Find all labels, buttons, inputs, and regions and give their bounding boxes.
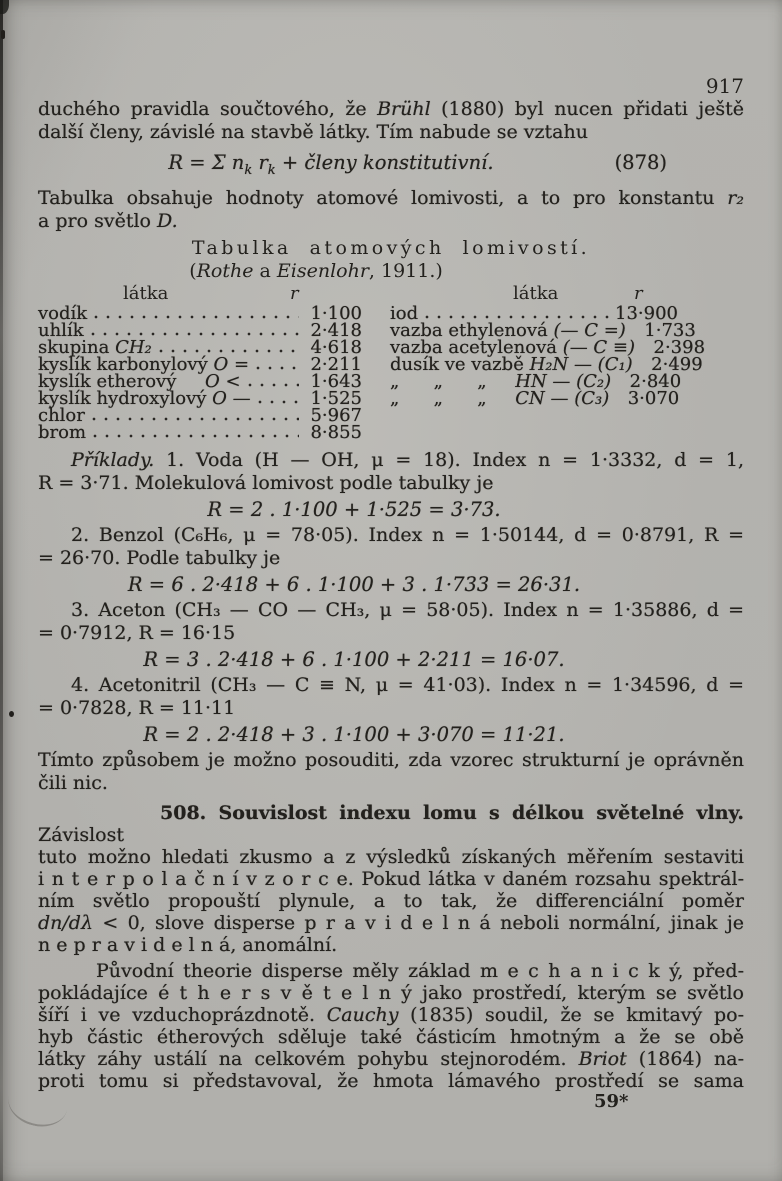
dot-leader xyxy=(256,366,299,371)
text-line: 2. Benzol (C₆H₆, μ = 78·05). Index n = 1·50144, d = 0·8791, R = xyxy=(71,523,744,546)
column-header-r: r xyxy=(290,282,299,304)
text-line: další členy, závislé na stavbě látky. Tím nabude se vztahu xyxy=(38,121,588,143)
section-508-heading: 508. Souvislost indexu lomu s délkou světelné vlny. xyxy=(160,801,744,824)
refractivity-value: 5·967 xyxy=(310,404,362,426)
substance-name: uhlík xyxy=(38,319,84,341)
scan-edge-shadow xyxy=(0,0,3,1181)
refractivity-value: 2·418 xyxy=(310,319,362,341)
substance-name: chlor xyxy=(38,404,85,426)
table-left-column xyxy=(38,302,362,443)
table-right-column xyxy=(390,302,706,441)
equation-formula: R = Σ $n_k$ $r_k$ + členy konstitutivní. xyxy=(168,151,494,178)
equation-878 xyxy=(38,151,744,182)
text-line: ním světlo propouští plynule, a to tak, že differenciální poměr xyxy=(38,889,744,912)
table-header-row xyxy=(38,283,744,303)
dot-leader xyxy=(93,434,299,439)
example-1-equation: R = 2 . 1·100 + 1·525 = 3·73. xyxy=(207,497,501,521)
refractivity-value: 4·618 xyxy=(310,336,362,358)
text-line: a pro světlo D. xyxy=(38,209,178,232)
text-line: Tímto způsobem je možno posouditi, zda vzorec strukturní je oprávněn xyxy=(38,748,744,771)
ether-paragraph xyxy=(38,960,744,1092)
substance-name: vazba ethylenová (— C =) xyxy=(390,319,626,341)
column-header-substance: látka xyxy=(123,282,169,304)
example-3 xyxy=(38,599,744,671)
substance-name: kyslík hydroxylový O — xyxy=(38,387,251,409)
refractivity-value: 2·398 xyxy=(653,336,706,358)
text-line: = 0·7828, R = 11·11 xyxy=(38,696,236,719)
text-line: i n t e r p o l a č n í v z o r c e. Pokud látka v daném rozsahu spektrál- xyxy=(38,867,744,890)
substance-name: iod xyxy=(390,302,419,324)
scan-artifact xyxy=(0,0,9,14)
refractivity-value: 3·070 xyxy=(627,387,680,409)
signature-mark: 59* xyxy=(594,1090,629,1112)
symbol-D: D. xyxy=(157,209,178,232)
text-line: 4. Acetonitril (CH₃ — C ≡ N, μ = 41·03). Index n = 1·34596, d = xyxy=(71,673,744,696)
text-line: = 26·70. Podle tabulky je xyxy=(38,546,281,569)
table-source: (Rothe a Eisenlohr, 1911.) xyxy=(189,259,443,282)
refractivity-value: 2·211 xyxy=(310,353,362,375)
substance-name: skupina CH₂ xyxy=(38,336,152,358)
closing-paragraph xyxy=(38,749,744,795)
text-line: = 0·7912, R = 16·15 xyxy=(38,621,236,644)
substance-name: brom xyxy=(38,421,87,443)
page-content xyxy=(38,75,744,1112)
text-line: proti tomu si představoval, že hmota lámavého prostředí se sama xyxy=(38,1069,744,1092)
scan-artifact xyxy=(9,711,14,717)
refractivity-table xyxy=(38,302,744,443)
refractivity-value: 8·855 xyxy=(310,421,362,443)
text-line: Tabulka obsahuje hodnoty atomové lomivosti, a to pro konstantu r₂ xyxy=(38,186,744,209)
example-1 xyxy=(38,449,744,521)
text-line: R = 3·71. Molekulová lomivost podle tabulky je xyxy=(38,471,494,494)
refractivity-value: 1·643 xyxy=(310,370,362,392)
equation-number: (878) xyxy=(614,151,667,174)
refractivity-value: 1·100 xyxy=(310,302,362,324)
dot-leader xyxy=(92,417,299,422)
text-line: pokládajíce é t h e r s v ě t e l n ý jako prostředí, kterým se světlo xyxy=(38,981,744,1004)
substance-name: dusík ve vazbě H₂N — (C₁) xyxy=(390,353,633,375)
author-name: Rothe xyxy=(196,259,254,282)
author-name: Eisenlohr xyxy=(276,259,369,282)
symbol-r2: r₂ xyxy=(727,186,744,209)
example-2-equation: R = 6 . 2·418 + 6 . 1·100 + 3 . 1·733 = 26·31. xyxy=(127,572,581,596)
refractivity-value: 1·525 xyxy=(310,387,362,409)
text-line: tuto možno hledati zkusmo a z výsledků získaných měřením sestaviti xyxy=(38,845,744,868)
substance-name: kyslík karbonylový O = xyxy=(38,353,250,375)
example-3-equation: R = 3 . 2·418 + 6 . 1·100 + 2·211 = 16·07. xyxy=(143,647,565,671)
substance-name: „ „ „ HN — (C₂) xyxy=(390,370,612,392)
dot-leader xyxy=(94,315,299,320)
dot-leader xyxy=(258,400,299,405)
substance-name: „ „ „ CN — (C₃) xyxy=(390,387,610,409)
refractivity-value: 1·733 xyxy=(644,319,696,341)
refractivity-value: 2·840 xyxy=(629,370,682,392)
substance-name: vazba acetylenová (— C ≡) xyxy=(390,336,636,358)
text-line: Původní theorie disperse měly základ m e c h a n i c k ý, před- xyxy=(96,959,744,982)
table-title: Tabulka atomových lomivostí. xyxy=(191,236,591,259)
dot-leader xyxy=(248,383,299,388)
example-2 xyxy=(38,524,744,596)
text-line: n e p r a v i d e l n á, anomální. xyxy=(38,933,338,956)
text-line: Příklady. 1. Voda (H — OH, μ = 18). Index n = 1·3332, d = 1, xyxy=(71,448,744,471)
substance-name: kyslík etherový O < xyxy=(38,370,241,392)
example-4 xyxy=(38,674,744,746)
table-row xyxy=(38,421,362,443)
refractivity-value: 13·900 xyxy=(615,302,678,324)
section-heading-line: 508. Souvislost indexu lomu s délkou světelné vlny. Závislost xyxy=(38,801,744,846)
substance-name: vodík xyxy=(38,302,88,324)
refractivity-value: 2·499 xyxy=(651,353,703,375)
table-row xyxy=(390,387,680,409)
column-header-r: r xyxy=(634,282,643,304)
scan-artifact xyxy=(1,30,5,39)
text-line: dn/dλ < 0, slove disperse p r a v i d e l n á neboli normální, jinak je xyxy=(38,911,744,934)
text-line: látky záhy ustálí na celkovém pohybu stejnorodém. Briot (1864) na- xyxy=(38,1047,744,1070)
section-508 xyxy=(38,802,744,956)
text-line: 3. Aceton (CH₃ — CO — CH₃, μ = 58·05). Index n = 1·35886, d = xyxy=(71,598,744,621)
column-header-substance: látka xyxy=(513,282,559,304)
text-line: čili nic. xyxy=(38,771,108,794)
text-line: šíří i ve vzduchoprázdnotě. Cauchy (1835) soudil, že se kmitavý po- xyxy=(38,1003,745,1026)
author-name: Briot xyxy=(578,1047,627,1070)
examples-heading: Příklady. xyxy=(71,448,155,471)
author-name: Cauchy xyxy=(326,1003,399,1026)
page-number: 917 xyxy=(705,74,744,98)
author-name: Brühl xyxy=(377,98,431,120)
math-term: dn/dλ xyxy=(38,911,94,934)
text-line: duchého pravidla součtového, že Brühl (1880) byl nucen přidati ještě xyxy=(38,98,744,120)
text-line: hyb částic étherových sděluje také částicím hmotným a že se obě xyxy=(38,1025,744,1048)
example-4-equation: R = 2 . 2·418 + 3 . 1·100 + 3·070 = 11·21. xyxy=(143,722,565,746)
